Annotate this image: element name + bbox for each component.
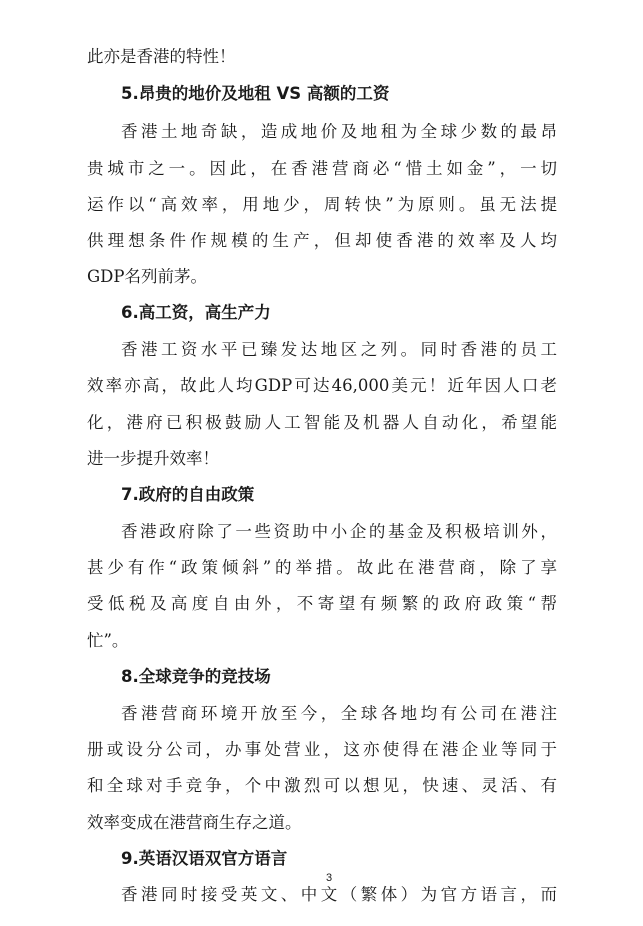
text-line: 册或设分公司，办事处营业，这亦使得在港企业等同于 [87, 740, 557, 759]
text-line: 和全球对手竞争，个中激烈可以想见，快速、灵活、有 [87, 776, 557, 795]
text-line: 受低税及高度自由外，不寄望有频繁的政府政策“帮 [87, 594, 557, 613]
text-line: 香港土地奇缺，造成地价及地租为全球少数的最昂 [121, 122, 557, 141]
text-line: 此亦是香港的特性！ [87, 47, 236, 66]
text-line: 香港同时接受英文、中文（繁体）为官方语言，而 [121, 885, 557, 904]
text-line: GDP名列前茅。 [87, 267, 208, 286]
section-heading-6: 6.高工资，高生产力 [121, 303, 271, 322]
section-heading-7: 7.政府的自由政策 [121, 485, 255, 504]
text-line: 化，港府已积极鼓励人工智能及机器人自动化，希望能 [87, 413, 557, 432]
section-heading-8: 8.全球竞争的竞技场 [121, 667, 271, 686]
text-line: 供理想条件作规模的生产，但却使香港的效率及人均 [87, 231, 557, 250]
text-line: 香港工资水平已臻发达地区之列。同时香港的员工 [121, 340, 557, 359]
text-line: 贵城市之一。因此，在香港营商必“惜土如金”，一切 [87, 159, 557, 178]
page-number: 3 [326, 872, 333, 884]
section-heading-5: 5.昂贵的地价及地租 VS 高额的工资 [121, 84, 390, 103]
text-line: 忙”。 [87, 631, 129, 650]
text-line: 运作以“高效率，用地少，周转快”为原则。虽无法提 [87, 195, 557, 214]
text-line: 香港营商环境开放至今，全球各地均有公司在港注 [121, 704, 557, 723]
text-line: 效率变成在港营商生存之道。 [87, 813, 302, 832]
text-line: 甚少有作“政策倾斜”的举措。故此在港营商，除了享 [87, 558, 557, 577]
text-line: 效率亦高，故此人均GDP可达46,000美元！近年因人口老 [87, 376, 557, 395]
text-line: 进一步提升效率！ [87, 449, 219, 468]
text-line: 香港政府除了一些资助中小企的基金及积极培训外， [121, 522, 557, 541]
section-heading-9: 9.英语汉语双官方语言 [121, 849, 288, 868]
